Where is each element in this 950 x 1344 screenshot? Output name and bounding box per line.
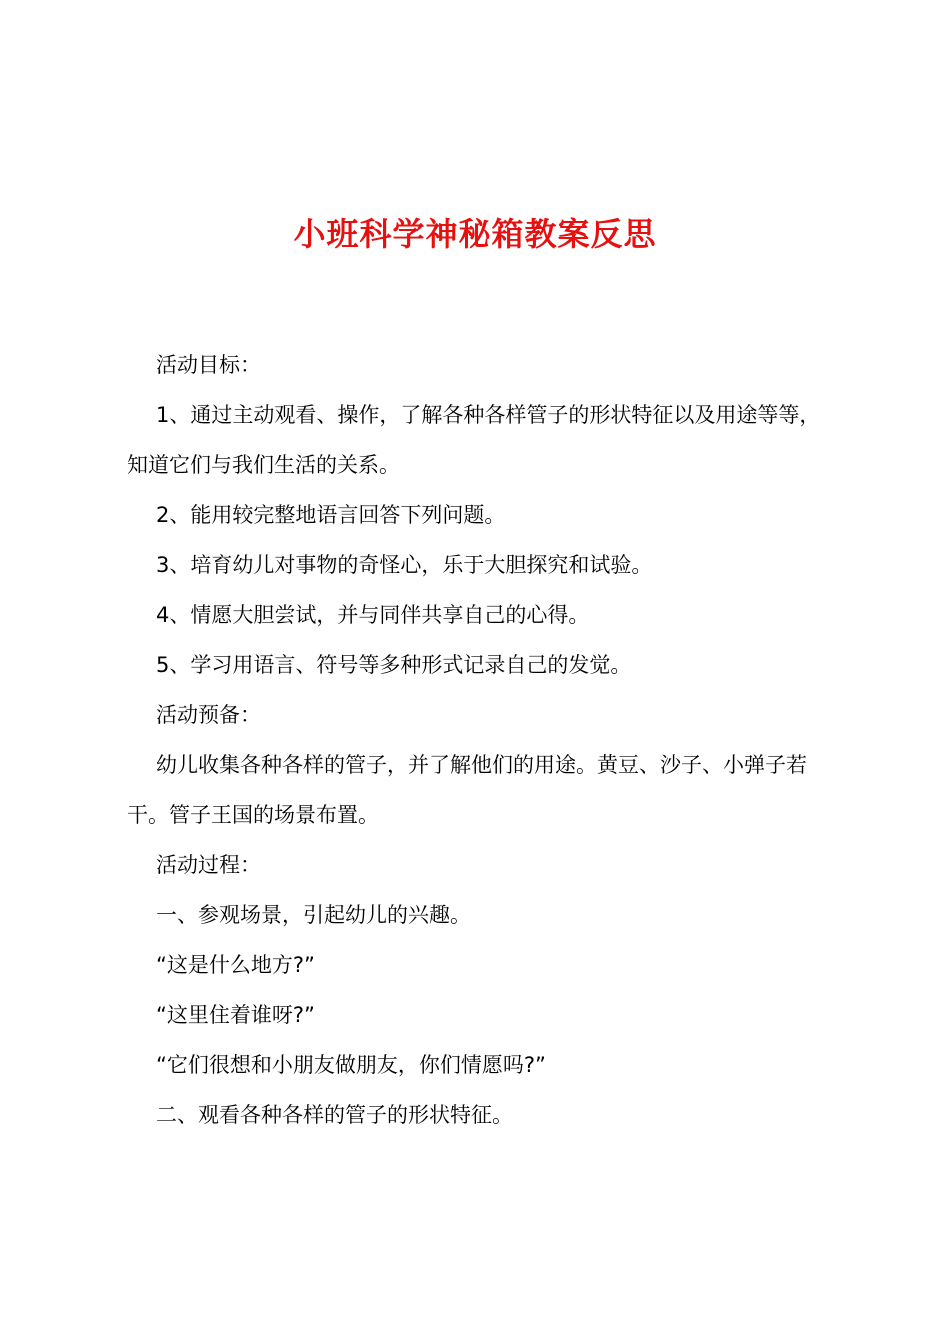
document-title: 小班科学神秘箱教案反思 — [293, 215, 657, 253]
process-step-2: 二、观看各种各样的管子的形状特征。 — [156, 1103, 513, 1127]
process-quote-1: “这是什么地方?” — [156, 953, 315, 977]
document-body — [127, 340, 833, 1140]
goal-item-1: 1、通过主动观看、操作，了解各种各样管子的形状特征以及用途等等，知道它们与我们生活的关系。 — [127, 403, 821, 477]
process-quote-2: “这里住着谁呀?” — [156, 1003, 315, 1027]
section-heading-process: 活动过程： — [156, 853, 261, 877]
section-heading-preparation: 活动预备： — [156, 703, 261, 727]
goal-item-4: 4、情愿大胆尝试，并与同伴共享自己的心得。 — [156, 603, 590, 627]
section-heading-goals: 活动目标： — [156, 353, 261, 377]
preparation-text: 幼儿收集各种各样的管子，并了解他们的用途。黄豆、沙子、小弹子若干。管子王国的场景布置。 — [127, 753, 807, 827]
goal-item-5: 5、学习用语言、符号等多种形式记录自己的发觉。 — [156, 653, 632, 677]
goal-item-2: 2、能用较完整地语言回答下列问题。 — [156, 503, 506, 527]
goal-item-3: 3、培育幼儿对事物的奇怪心，乐于大胆探究和试验。 — [156, 553, 653, 577]
process-quote-3: “它们很想和小朋友做朋友，你们情愿吗?” — [156, 1053, 546, 1077]
process-step-1: 一、参观场景，引起幼儿的兴趣。 — [156, 903, 471, 927]
